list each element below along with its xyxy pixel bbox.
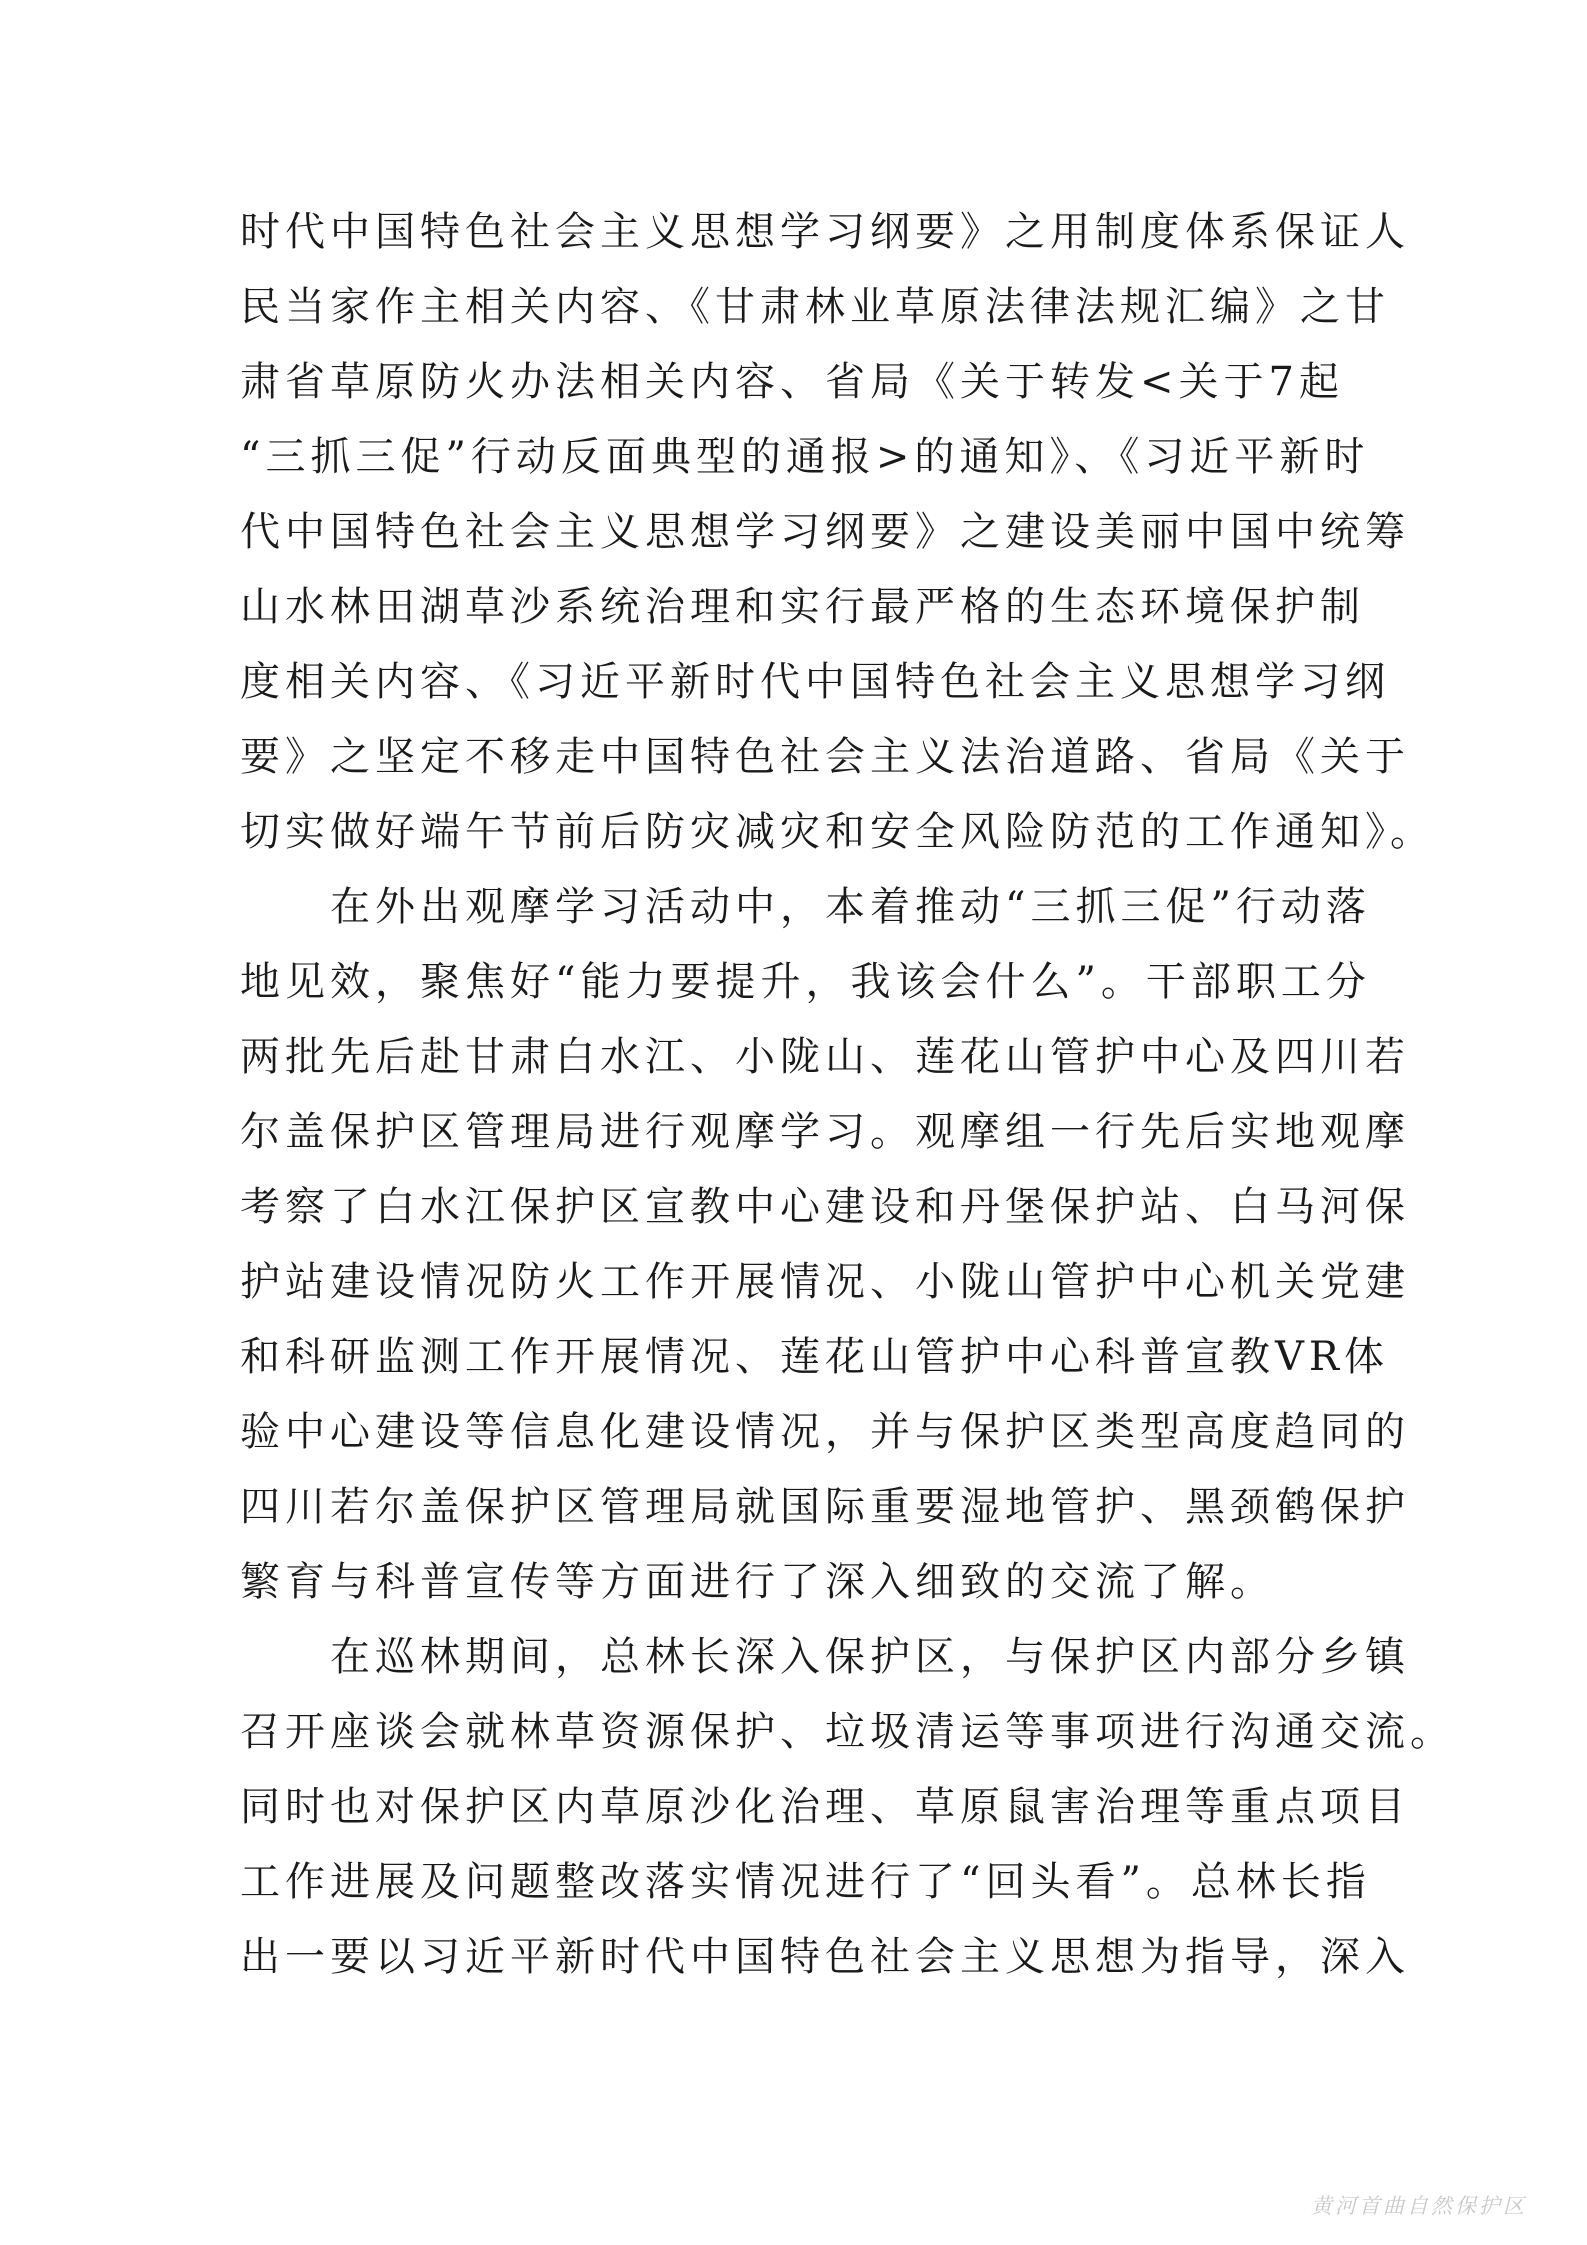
text-line: 两批先后赴甘肃白水江、小陇山、莲花山管护中心及四川若: [240, 1034, 1410, 1080]
paragraph-first-line: 时代中国特色社会主义思想学习纲要》之用制度体系保证人: [240, 209, 1410, 255]
text-line: “三抓三促”行动反面典型的通报>的通知》、《习近平新时: [240, 434, 1370, 480]
text-line: 出一要以习近平新时代中国特色社会主义思想为指导，深入: [240, 1934, 1410, 1980]
text-line: 代中国特色社会主义思想学习纲要》之建设美丽中国中统筹: [240, 509, 1410, 555]
paragraph-first-line: 在巡林期间，总林长深入保护区，与保护区内部分乡镇: [330, 1634, 1410, 1680]
text-line: 切实做好端午节前后防灾减灾和安全风险防范的工作通知》。: [240, 809, 1435, 855]
text-line: 度相关内容、《习近平新时代中国特色社会主义思想学习纲: [240, 659, 1390, 705]
text-line: 护站建设情况防火工作开展情况、小陇山管护中心机关党建: [240, 1259, 1410, 1305]
text-line: 山水林田湖草沙系统治理和实行最严格的生态环境保护制: [240, 584, 1365, 630]
text-line: 工作进展及问题整改落实情况进行了“回头看”。总林长指: [240, 1859, 1371, 1905]
text-line: 和科研监测工作开展情况、莲花山管护中心科普宣教VR体: [240, 1334, 1390, 1380]
text-line: 四川若尔盖保护区管理局就国际重要湿地管护、黑颈鹤保护: [240, 1484, 1410, 1530]
watermark: 黄河首曲自然保护区: [1311, 2194, 1527, 2218]
text-line: 考察了白水江保护区宣教中心建设和丹堡保护站、白马河保: [240, 1184, 1410, 1230]
text-line: 尔盖保护区管理局进行观摩学习。观摩组一行先后实地观摩: [240, 1109, 1410, 1155]
text-line: 民当家作主相关内容、《甘肃林业草原法律法规汇编》之甘: [240, 284, 1390, 330]
text-line: 要》之坚定不移走中国特色社会主义法治道路、省局《关于: [240, 734, 1410, 780]
body-text: [240, 195, 1455, 1995]
paragraph-first-line: 在外出观摩学习活动中，本着推动“三抓三促”行动落: [330, 884, 1371, 930]
text-line: 地见效，聚焦好“能力要提升，我该会什么”。干部职工分: [240, 959, 1371, 1005]
text-line: 验中心建设等信息化建设情况，并与保护区类型高度趋同的: [240, 1409, 1410, 1455]
text-line: 同时也对保护区内草原沙化治理、草原鼠害治理等重点项目: [240, 1784, 1410, 1830]
text-line: 肃省草原防火办法相关内容、省局《关于转发<关于7起: [240, 359, 1344, 405]
text-line: 召开座谈会就林草资源保护、垃圾清运等事项进行沟通交流。: [240, 1709, 1455, 1755]
text-line: 繁育与科普宣传等方面进行了深入细致的交流了解。: [240, 1559, 1275, 1605]
